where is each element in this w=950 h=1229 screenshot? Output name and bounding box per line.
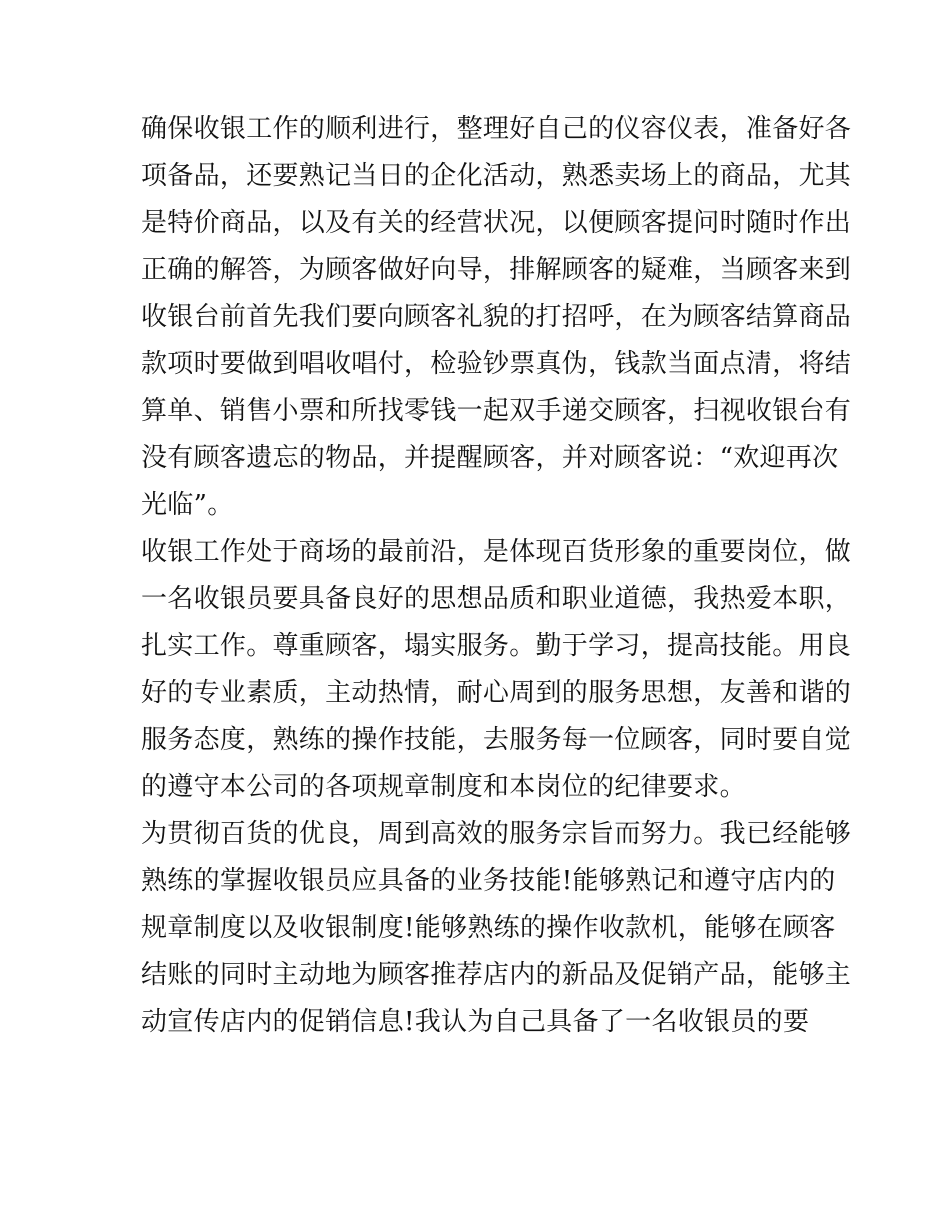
text-line: 规章制度以及收银制度!能够熟练的操作收款机，能够在顾客 [141, 913, 836, 943]
text-line: 光临”。 [141, 490, 234, 520]
paragraph-3 [141, 811, 852, 1046]
paragraph-1 [141, 106, 852, 529]
text-line: 动宣传店内的促销信息!我认为自己具备了一名收银员的要 [141, 1007, 810, 1037]
text-line: 熟练的掌握收银员应具备的业务技能!能够熟记和遵守店内的 [141, 866, 836, 896]
text-line: 的遵守本公司的各项规章制度和本岗位的纪律要求。 [141, 772, 746, 802]
paragraph-2 [141, 529, 852, 811]
text-line: 服务态度，熟练的操作技能，去服务每一位顾客，同时要自觉 [141, 725, 852, 755]
text-line: 好的专业素质，主动热情，耐心周到的服务思想，友善和谐的 [141, 678, 852, 708]
text-line: 算单、销售小票和所找零钱一起双手递交顾客，扫视收银台有 [141, 396, 852, 426]
text-line: 收银台前首先我们要向顾客礼貌的打招呼，在为顾客结算商品 [141, 302, 852, 332]
text-line: 确保收银工作的顺利进行，整理好自己的仪容仪表，准备好各 [141, 114, 852, 144]
text-line: 一名收银员要具备良好的思想品质和职业道德，我热爱本职， [141, 584, 852, 614]
text-line: 项备品，还要熟记当日的企化活动，熟悉卖场上的商品，尤其 [141, 161, 852, 191]
text-line: 收银工作处于商场的最前沿，是体现百货形象的重要岗位，做 [141, 537, 852, 567]
text-line: 为贯彻百货的优良，周到高效的服务宗旨而努力。我已经能够 [141, 819, 852, 849]
text-line: 是特价商品，以及有关的经营状况，以便顾客提问时随时作出 [141, 208, 852, 238]
text-line: 正确的解答，为顾客做好向导，排解顾客的疑难，当顾客来到 [141, 255, 852, 285]
text-line: 没有顾客遗忘的物品，并提醒顾客，并对顾客说：“欢迎再次 [141, 443, 839, 473]
text-line: 结账的同时主动地为顾客推荐店内的新品及促销产品，能够主 [141, 960, 852, 990]
document-body [141, 106, 852, 1046]
text-line: 款项时要做到唱收唱付，检验钞票真伪，钱款当面点清，将结 [141, 349, 852, 379]
text-line: 扎实工作。尊重顾客，塌实服务。勤于学习，提高技能。用良 [141, 631, 852, 661]
